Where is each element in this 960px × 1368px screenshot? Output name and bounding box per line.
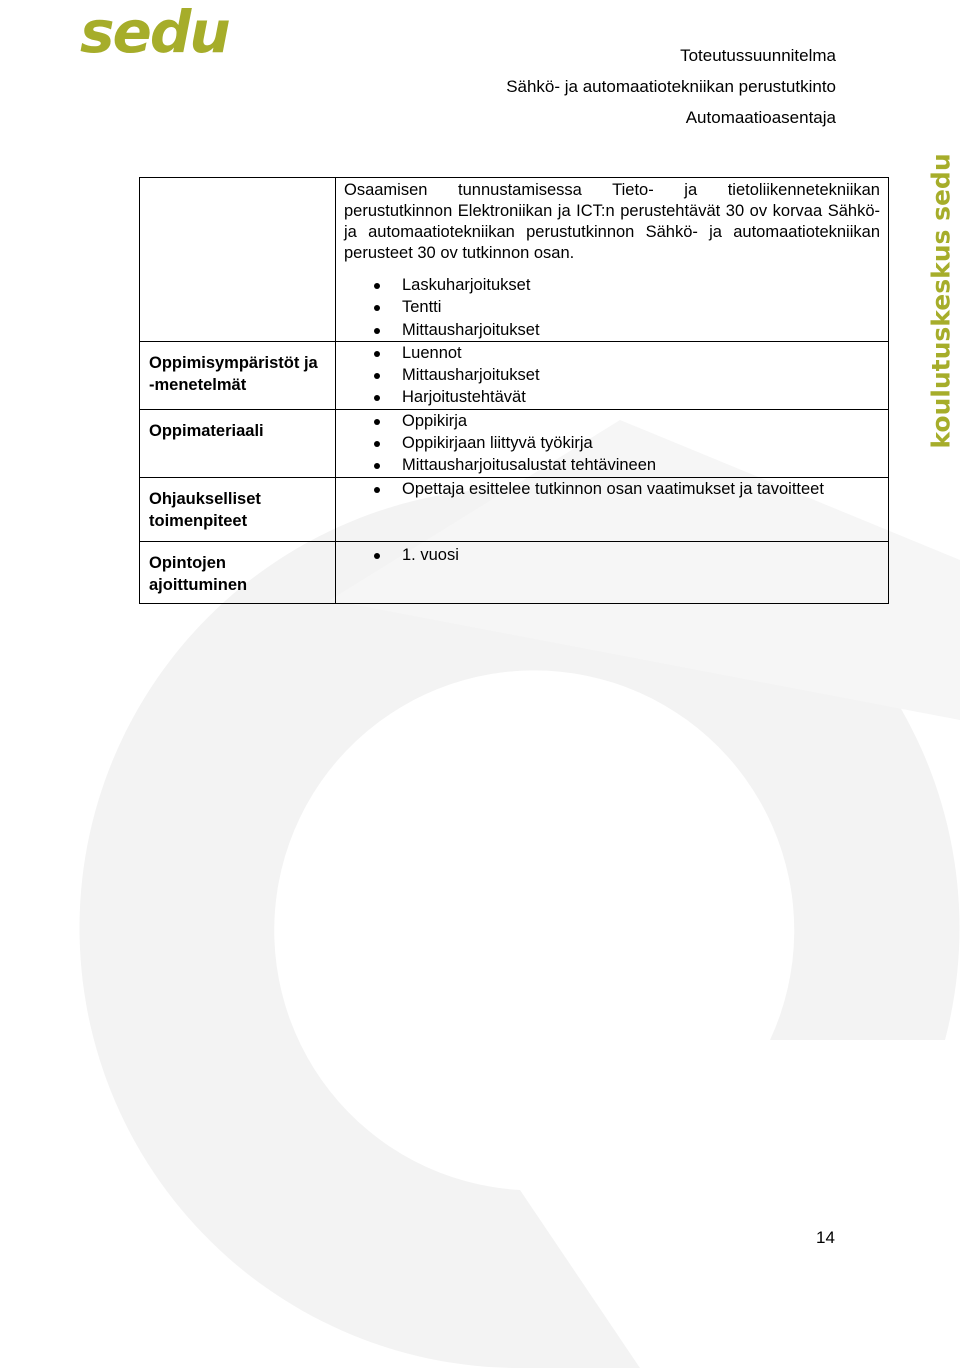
- table-content-cell: [336, 477, 889, 541]
- table-row-materials: [140, 409, 889, 477]
- list-item: Laskuharjoitukset: [344, 274, 880, 296]
- list-item: Mittausharjoitukset: [344, 364, 880, 386]
- list-item: Harjoitustehtävät: [344, 386, 880, 408]
- header-degree: Sähkö- ja automaatiotekniikan perustutkinto: [506, 77, 836, 96]
- header-qualification: Automaatioasentaja: [685, 108, 836, 127]
- table-row-learning-environments: [140, 341, 889, 409]
- row-label: Ohjaukselliset toimenpiteet: [140, 477, 336, 541]
- side-brand: [921, 153, 960, 449]
- sedu-logo-text: sedu: [80, 0, 229, 66]
- materials-list: [344, 410, 880, 477]
- header-title: Toteutussuunnitelma: [680, 46, 836, 65]
- list-item: Luennot: [344, 342, 880, 364]
- implementation-plan-table: [139, 177, 889, 604]
- table-content-cell: [336, 409, 889, 477]
- row-label: Oppimisympäristöt ja -menetelmät: [140, 341, 336, 409]
- table-row-guidance: [140, 477, 889, 541]
- list-item: Mittausharjoitusalustat tehtävineen: [344, 454, 880, 476]
- methods-list: [344, 342, 880, 409]
- table-content-cell: [336, 541, 889, 603]
- table-content-cell: [336, 341, 889, 409]
- list-item: Opettaja esittelee tutkinnon osan vaatimukset ja tavoitteet: [344, 478, 880, 500]
- list-item: Mittausharjoitukset: [344, 319, 880, 341]
- table-row-intro: [140, 178, 889, 342]
- recognition-paragraph: Osaamisen tunnustamisessa Tieto- ja tietoliikennetekniikan perustutkinnon Elektroniikan ja ICT:n perustehtävät 30 ov korvaa Sähkö- ja automaatiotekniikan perustutkinnon Sähkö- ja automaatiotekniikan perusteet 30 ov tutkinnon osan.: [344, 181, 880, 262]
- list-item: Oppikirja: [344, 410, 880, 432]
- side-brand-text: koulutuskeskus sedu: [926, 153, 956, 449]
- page-number: 14: [816, 1228, 835, 1247]
- row-label: Oppimateriaali: [140, 409, 336, 477]
- table-row-timing: [140, 541, 889, 603]
- list-item: 1. vuosi: [344, 544, 880, 566]
- timing-list: [344, 544, 880, 566]
- list-item: Tentti: [344, 296, 880, 318]
- document-header: [506, 40, 836, 133]
- row-label: Opintojen ajoittuminen: [140, 541, 336, 603]
- table-label-cell-empty: [140, 178, 336, 342]
- assessment-list: [344, 274, 880, 341]
- sedu-logo: [80, 0, 229, 66]
- guidance-list: [344, 478, 880, 500]
- list-item: Oppikirjaan liittyvä työkirja: [344, 432, 880, 454]
- table-content-cell: [336, 178, 889, 342]
